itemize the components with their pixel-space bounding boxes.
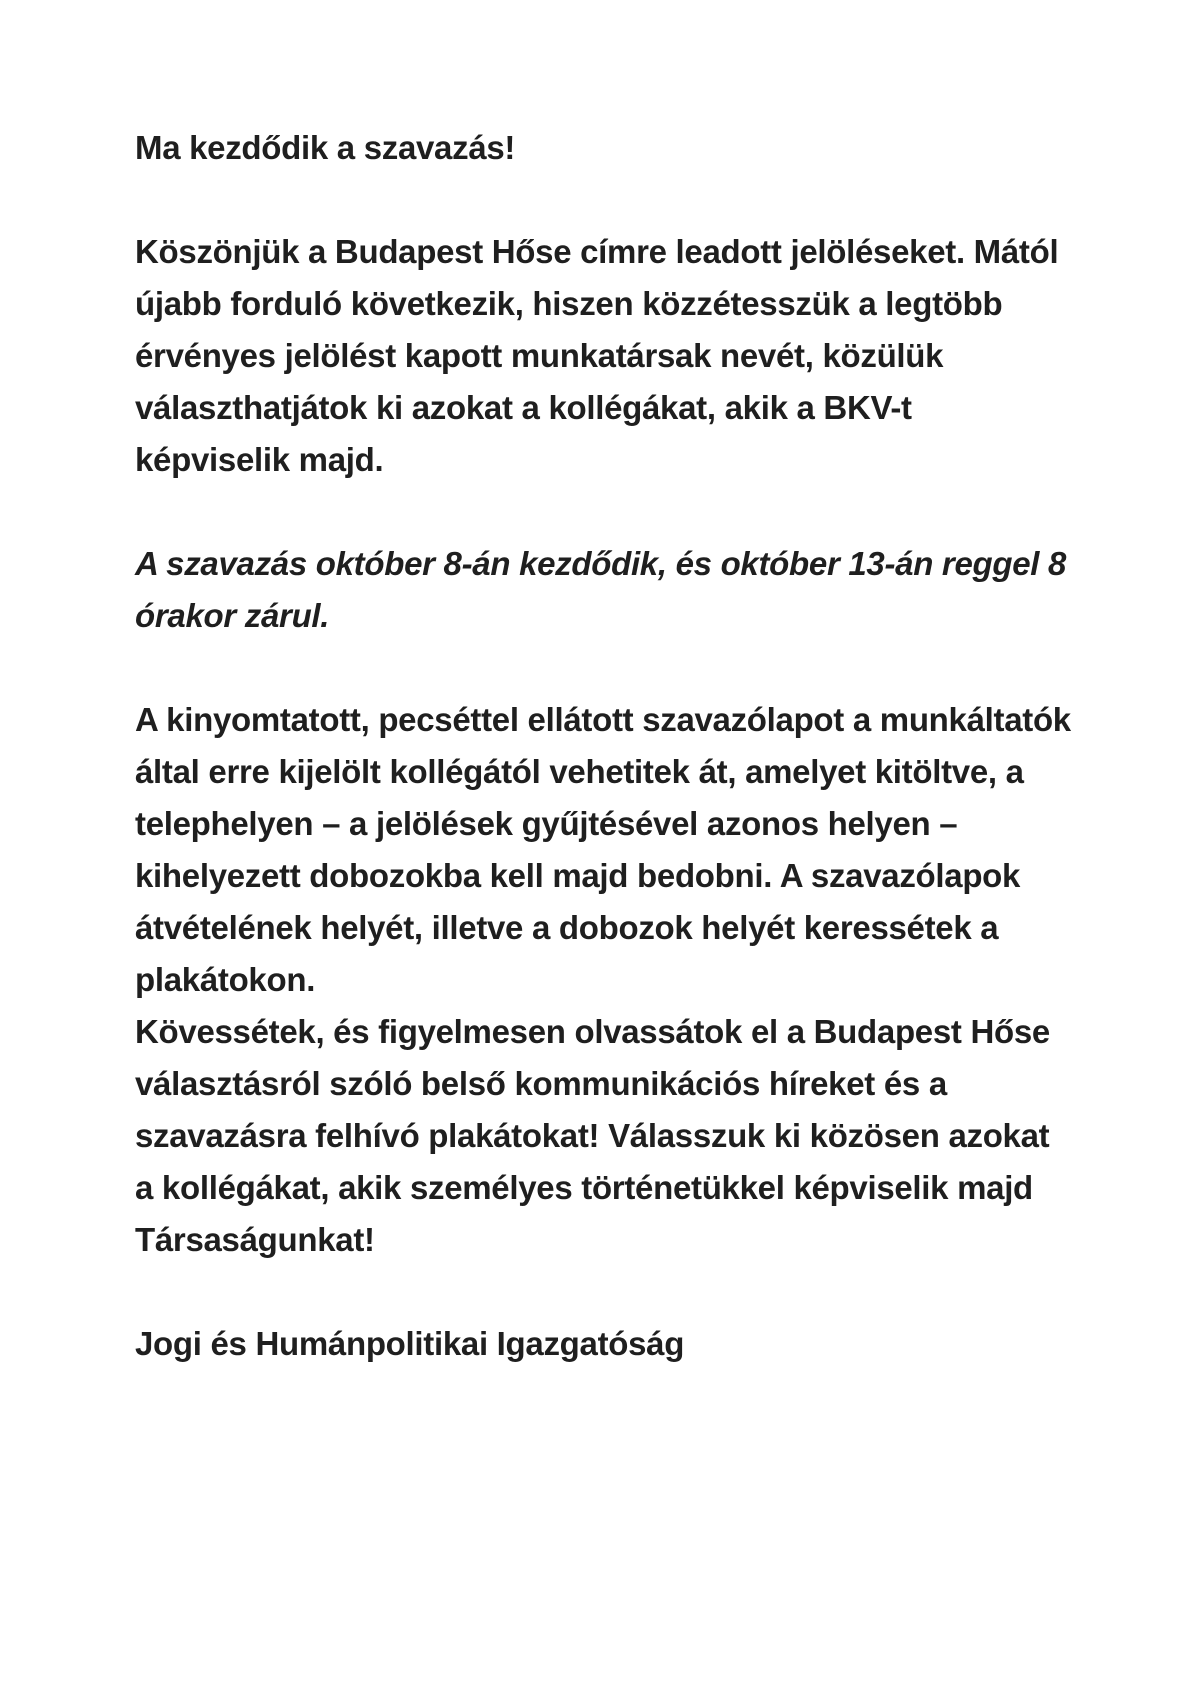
paragraph-ballot-instructions: A kinyomtatott, pecséttel ellátott szavazólapot a munkáltatók által erre kijelölt kollégától vehetitek át, amelyet kitöltve, a telephelyen – a jelölések gyűjtésével azonos helyen – kihelyezett dobozokba kell majd bedobni. A szavazólapok átvételének helyét, illetve a dobozok helyét keressétek a plakátokon.: [135, 701, 1071, 998]
paragraph-thanks-nominations: Köszönjük a Budapest Hőse címre leadott jelöléseket. Mától újabb forduló következik, hiszen közzétesszük a legtöbb érvényes jelölést kapott munkatársak nevét, közülük választhatjátok ki azokat a kollégákat, akik a BKV-t képviselik majd.: [135, 233, 1059, 478]
paragraph-voting-dates: A szavazás október 8-án kezdődik, és október 13-án reggel 8 órakor zárul.: [135, 545, 1067, 634]
signature-line: Jogi és Humánpolitikai Igazgatóság: [135, 1325, 685, 1362]
paragraph-follow-news: Kövessétek, és figyelmesen olvassátok el a Budapest Hőse választásról szóló belső kommunikációs híreket és a szavazásra felhívó plakátokat! Válasszuk ki közösen azokat a kollégákat, akik személyes történetükkel képviselik majd Társaságunkat!: [135, 1013, 1050, 1258]
document-heading: Ma kezdődik a szavazás!: [135, 129, 516, 166]
